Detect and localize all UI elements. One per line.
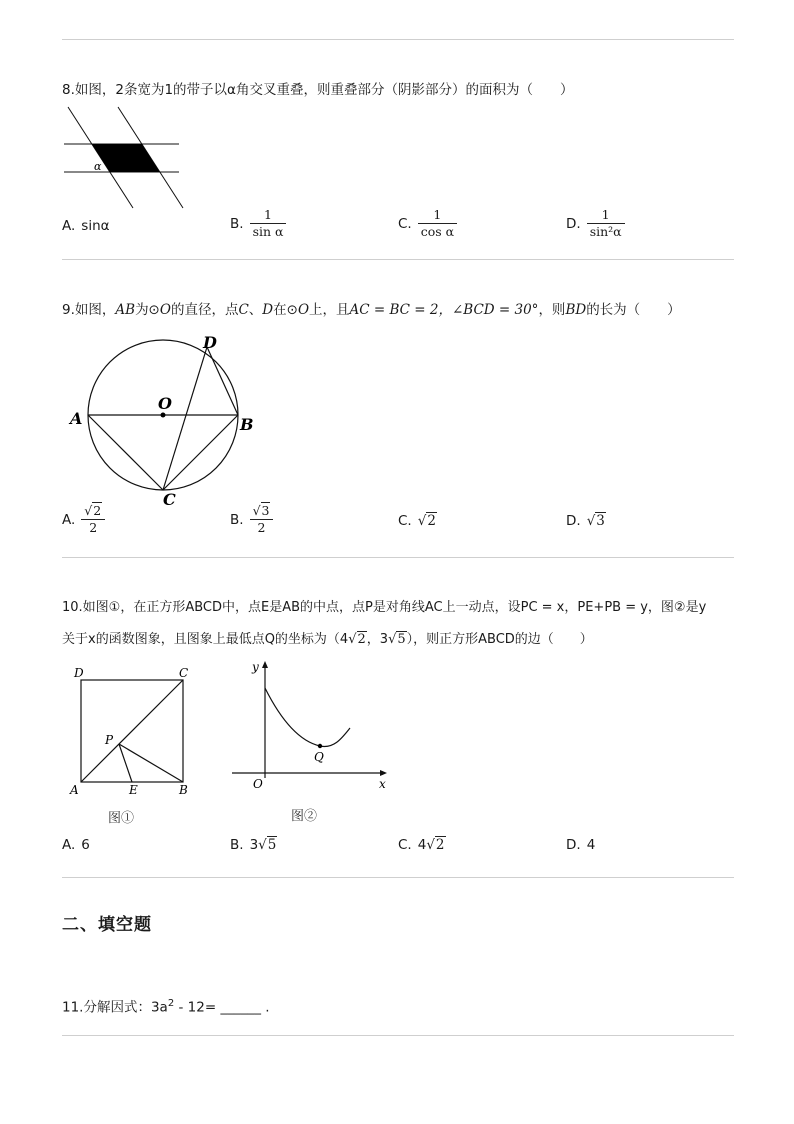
q9-option-a-label: A. [62, 511, 76, 528]
q9-bd: BD [565, 302, 587, 318]
q8-option-c-label: C. [398, 215, 412, 232]
caption-fig2: 图② [291, 809, 318, 824]
q8-option-c-fraction [418, 208, 457, 239]
label-q: Q [314, 750, 324, 764]
q11-text-a: 11.分解因式：3a [62, 999, 168, 1016]
q9-option-d-value: √3 [586, 513, 605, 529]
q8-option-a-value: sinα [81, 218, 110, 234]
divider-q8 [62, 259, 734, 260]
overlap-shaded-region [92, 144, 160, 172]
center-point [161, 413, 166, 418]
q9-option-c[interactable] [398, 511, 437, 531]
q8-option-b-fraction [250, 208, 287, 239]
q9-option-d[interactable] [566, 511, 606, 531]
label-b: B [240, 415, 254, 434]
label-a: A [70, 783, 79, 797]
q10-option-c[interactable] [398, 835, 446, 855]
q10-sqrt-1: √2 [348, 632, 366, 647]
label-a: A [70, 409, 83, 428]
q10-option-b-label: B. [230, 837, 244, 853]
q8-option-d-den: sin²α [589, 224, 622, 239]
q9-text-3: 的直径，点 [170, 302, 239, 318]
q8-option-b-den: sin α [252, 224, 284, 239]
label-d: D [74, 666, 84, 680]
q11-text-b: - 12= [174, 999, 221, 1016]
section-title-fill-in: 二、填空题 [62, 915, 152, 935]
question-10-figure-2 [228, 658, 393, 830]
q8-option-d-num: 1 [587, 208, 625, 224]
q9-option-b-sqrt: √3 [252, 503, 270, 518]
question-11-stem [62, 994, 270, 1018]
segment-pe [119, 744, 132, 782]
x-axis-arrow [380, 770, 387, 776]
q9-text-5: 在⊙ [273, 302, 298, 318]
q8-option-c-num: 1 [418, 208, 457, 224]
q9-option-c-label: C. [398, 513, 412, 529]
segment-pb [119, 744, 183, 782]
segment-ac [88, 415, 163, 490]
q10-option-a-value: 6 [81, 837, 90, 853]
q8-option-c[interactable] [398, 208, 457, 239]
q9-option-b-fraction [250, 504, 274, 535]
q9-d: D [262, 302, 274, 318]
y-axis-arrow [262, 661, 268, 668]
q10-option-c-label: C. [398, 837, 412, 853]
q10-option-d[interactable] [566, 835, 595, 855]
q9-o2: O [297, 302, 310, 318]
q9-text-2: 为⊙ [135, 302, 160, 318]
label-e: E [129, 783, 138, 797]
segment-bd [207, 347, 238, 415]
point-q [318, 744, 322, 748]
q9-option-b-label: B. [230, 511, 244, 528]
q8-option-c-den: cos α [420, 224, 455, 239]
q9-text-1: 9.如图， [62, 302, 116, 318]
q10-option-b[interactable] [230, 835, 277, 855]
q8-option-a[interactable] [62, 216, 110, 236]
label-x: x [379, 777, 386, 791]
q8-option-b-label: B. [230, 215, 244, 232]
label-c: C [163, 490, 176, 509]
q10-option-b-sqrt: √5 [258, 837, 277, 853]
q9-text-8: 的长为（ ） [586, 302, 681, 318]
question-8-figure [62, 104, 192, 212]
label-y: y [252, 660, 259, 674]
q10-option-c-sqrt: √2 [426, 837, 445, 853]
q8-option-d[interactable] [566, 208, 625, 239]
q9-text-7: ，则 [538, 302, 566, 318]
q11-text-c: . [260, 999, 270, 1016]
q9-option-d-label: D. [566, 513, 581, 529]
q10-option-c-coef: 4 [417, 837, 427, 853]
alpha-label: α [94, 160, 102, 173]
q10-option-a[interactable] [62, 835, 90, 855]
label-o: O [158, 394, 172, 413]
label-d: D [203, 333, 217, 352]
q9-option-a-den: 2 [89, 520, 98, 535]
q8-option-d-label: D. [566, 215, 581, 232]
q10-option-d-value: 4 [586, 837, 596, 853]
q8-option-d-fraction [587, 208, 625, 239]
question-9-stem [62, 300, 681, 320]
caption-fig1: 图① [108, 811, 135, 826]
q9-condition: AC = BC = 2，∠BCD = 30° [349, 302, 539, 318]
question-10-line1 [62, 598, 706, 618]
question-8-stem [62, 80, 573, 100]
divider-q11 [62, 1035, 734, 1036]
q10-sqrt-2: √5 [388, 632, 406, 647]
q10-text-line1: 10.如图①，在正方形ABCD中，点E是AB的中点，点P是对角线AC上一动点，设PC = x，PE+PB = y，图②是y [62, 600, 707, 615]
q10-text-2b: ，3 [366, 632, 389, 647]
q9-o: O [159, 302, 171, 318]
q10-text-2c: ），则正方形ABCD的边（ ） [406, 632, 593, 647]
q9-text-6: 上，且 [309, 302, 350, 318]
q9-option-c-value: √2 [417, 513, 436, 529]
function-curve [265, 688, 350, 747]
q11-exponent: 2 [167, 998, 175, 1009]
question-10-line2 [62, 630, 593, 650]
question-9-figure [62, 330, 262, 510]
q9-option-a-fraction [81, 504, 105, 535]
q9-text-4: 、 [248, 302, 263, 318]
q9-c: C [238, 302, 249, 318]
q8-option-a-label: A. [62, 218, 76, 234]
question-8-text: 8.如图，2条宽为1的带子以α角交叉重叠，则重叠部分（阴影部分）的面积为（ ） [62, 82, 574, 98]
q9-option-a-sqrt: √2 [84, 503, 102, 518]
q9-option-a[interactable] [62, 504, 105, 535]
q8-option-b-num: 1 [250, 208, 287, 224]
divider-top [62, 39, 734, 40]
divider-q10 [62, 877, 734, 878]
diagonal-ac [81, 680, 183, 782]
q8-option-b[interactable] [230, 208, 286, 239]
q10-option-b-coef: 3 [249, 837, 259, 853]
q11-answer-blank[interactable]: ______ [220, 999, 261, 1016]
label-p: P [105, 733, 114, 747]
divider-q9 [62, 557, 734, 558]
q10-text-2a: 关于x的函数图象，且图象上最低点Q的坐标为（4 [62, 632, 349, 647]
label-o: O [253, 777, 263, 791]
q9-option-b-den: 2 [257, 520, 266, 535]
q9-ab: AB [115, 302, 136, 318]
label-c: C [179, 666, 189, 680]
q9-option-b[interactable] [230, 504, 273, 535]
question-10-figure-1 [62, 660, 202, 830]
q10-option-a-label: A. [62, 837, 76, 853]
q10-option-d-label: D. [566, 837, 581, 853]
label-b: B [179, 783, 188, 797]
